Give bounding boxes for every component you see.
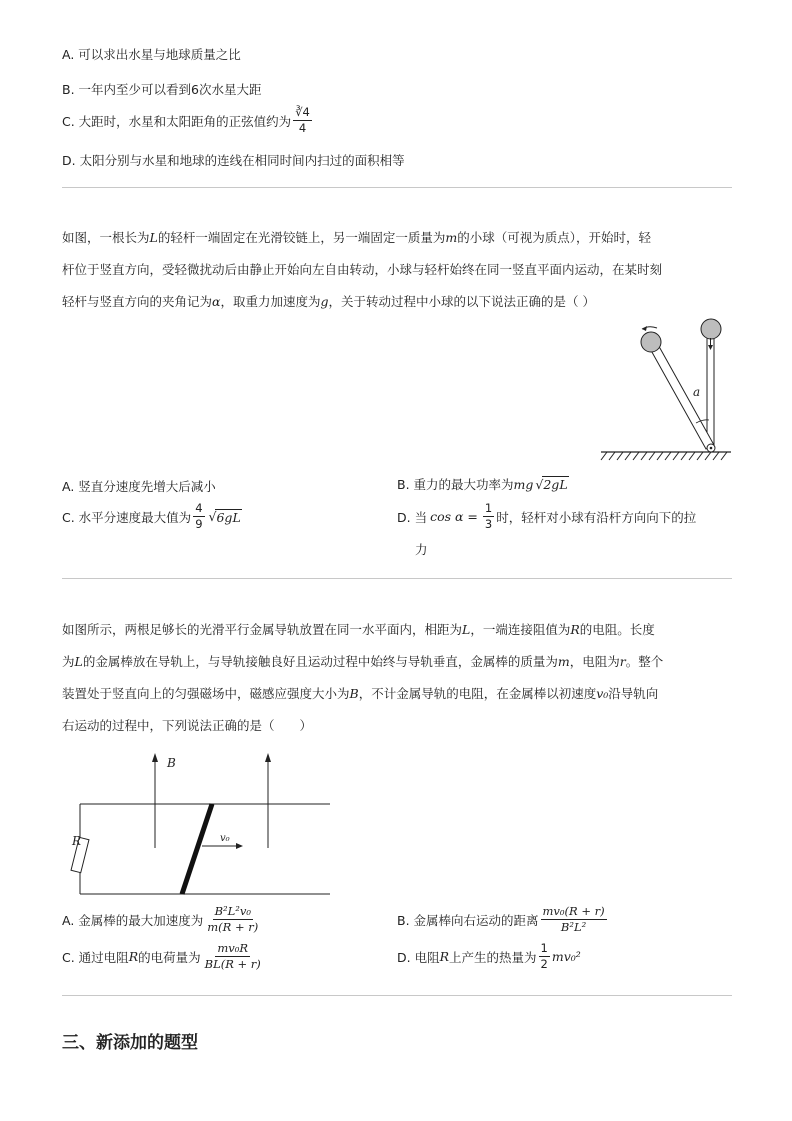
q3-stem xyxy=(62,614,734,742)
q3-option-d-text: 上产生的热量为 xyxy=(449,949,537,965)
q1-option-d: D. 太阳分别与水星和地球的连线在相同时间内扫过的面积相等 xyxy=(62,153,405,168)
q3-option-c xyxy=(62,942,265,971)
velocity-arrow-head xyxy=(236,843,243,849)
q3-option-c-text: 的电荷量为 xyxy=(138,949,201,965)
q1-option-c xyxy=(62,106,314,135)
q2-var-L: L xyxy=(149,230,158,245)
q1-option-c-fraction xyxy=(293,106,312,135)
q3-var-R: R xyxy=(570,622,580,637)
q2-stem-text: 轻杆与竖直方向的夹角记为 xyxy=(62,294,213,309)
q3-option-a-fraction xyxy=(205,905,260,934)
q1-option-a: A. 可以求出水星与地球质量之比 xyxy=(62,47,241,62)
q2-var-alpha: α xyxy=(212,294,221,309)
divider xyxy=(62,995,732,996)
fraction-numerator: 1 xyxy=(483,502,494,517)
q2-option-b-text: B. 重力的最大功率为 xyxy=(397,477,514,492)
q3-option-d-fraction xyxy=(539,942,550,971)
b-arrow-head xyxy=(152,753,158,762)
fraction-denominator: 4 xyxy=(298,121,307,136)
q3-stem-text: ，一端连接阻值为 xyxy=(470,622,571,637)
fraction-numerator: 4 xyxy=(193,502,204,517)
ball-tilted xyxy=(641,332,661,352)
q2-var-m: m xyxy=(445,230,458,245)
q3-stem-text: 为 xyxy=(62,654,75,669)
q3-stem-line4: 右运动的过程中，下列说法正确的是（ ） xyxy=(62,718,313,733)
q2-option-b-expr: mg xyxy=(513,476,534,492)
q3-var-L: L xyxy=(462,622,471,637)
hinge-center xyxy=(710,447,713,450)
q3-option-d-expr: mv₀² xyxy=(551,949,581,965)
q3-option-d xyxy=(397,942,581,971)
q2-option-c-sqrt: 6gL xyxy=(216,509,241,525)
q2-stem-text: 的小球（可视为质点），开始时，轻 xyxy=(457,230,651,245)
q2-stem-line2: 杆位于竖直方向，受轻微扰动后由静止开始向左自由转动，小球与轻杆始终在同一竖直平面内运动，在某时刻 xyxy=(62,262,663,277)
q2-option-d-text: 时，轻杆对小球有沿杆方向向下的拉 xyxy=(496,509,697,525)
q2-option-d-cont: 力 xyxy=(415,542,428,557)
q3-option-a-text: A. 金属棒的最大加速度为 xyxy=(62,912,204,928)
q2-stem-text: 的轻杆一端固定在光滑铰链上，另一端固定一质量为 xyxy=(157,230,446,245)
q2-option-b: B. 重力的最大功率为 mg √ 2gL xyxy=(397,476,568,492)
q3-stem-text: 装置处于竖直向上的匀强磁场中，磁感应强度大小为 xyxy=(62,686,350,701)
b-field-label: B xyxy=(167,756,176,770)
angle-label: a xyxy=(693,385,701,399)
divider xyxy=(62,578,732,579)
q3-stem-text: 沿导轨向 xyxy=(608,686,659,701)
fraction-numerator: 1 xyxy=(539,942,550,957)
q2-stem-text: ，取重力加速度为 xyxy=(220,294,321,309)
q2-option-c-fraction xyxy=(193,502,204,531)
q3-var-R: R xyxy=(128,949,139,965)
q2-stem-text: ，关于转动过程中小球的以下说法正确的是（ ） xyxy=(328,294,595,309)
q2-option-d-cos: cos α = xyxy=(430,509,478,525)
fraction-numerator: mv₀R xyxy=(215,942,250,957)
rail-figure xyxy=(62,748,337,900)
q2-stem-text: 如图，一根长为 xyxy=(62,230,150,245)
fraction-denominator: 2 xyxy=(540,957,548,972)
q3-stem-text: 的电阻。长度 xyxy=(579,622,655,637)
section-title: 三、新添加的题型 xyxy=(62,1033,198,1053)
q2-option-b-sqrt: 2gL xyxy=(543,477,568,492)
q3-option-b-fraction xyxy=(541,905,607,934)
fraction-numerator: mv₀(R + r) xyxy=(541,905,607,920)
q3-var-r: r xyxy=(619,654,626,669)
q1-option-b: B. 一年内至少可以看到6次水星大距 xyxy=(62,82,262,97)
q3-stem-text: 的金属棒放在导轨上，与导轨接触良好且运动过程中始终与导轨垂直，金属棒的质量为 xyxy=(82,654,558,669)
fraction-denominator: 9 xyxy=(195,517,203,532)
fraction-denominator: BL(R + r) xyxy=(204,957,261,972)
q3-option-a xyxy=(62,905,262,934)
q3-var-B: B xyxy=(349,686,359,701)
resistor-label: R xyxy=(72,834,82,848)
q3-var-L: L xyxy=(74,654,83,669)
q3-stem-text: ，电阻为 xyxy=(569,654,620,669)
q3-option-b xyxy=(397,905,609,934)
ground-hatch xyxy=(601,452,727,460)
q3-stem-text: ，不计金属导轨的电阻，在金属棒以初速度 xyxy=(358,686,597,701)
fraction-denominator: m(R + r) xyxy=(207,920,259,935)
q3-stem-text: 如图所示，两根足够长的光滑平行金属导轨放置在同一水平面内，相距为 xyxy=(62,622,463,637)
q2-option-a: A. 竖直分速度先增大后减小 xyxy=(62,479,216,494)
q2-option-d-text: D. 当 xyxy=(397,509,428,525)
divider xyxy=(62,187,732,188)
q2-option-d xyxy=(397,502,696,531)
q3-var-m: m xyxy=(557,654,570,669)
q2-stem xyxy=(62,222,734,318)
q3-var-R: R xyxy=(439,949,449,965)
q3-stem-text: 。整个 xyxy=(625,654,664,669)
velocity-label: v₀ xyxy=(220,833,230,844)
fraction-denominator: B²L² xyxy=(560,920,587,935)
fraction-numerator: B²L²v₀ xyxy=(213,905,253,920)
q1-option-c-text: C. 大距时，水星和太阳距角的正弦值约为 xyxy=(62,113,292,129)
q3-option-c-fraction xyxy=(203,942,263,971)
ball-vertical xyxy=(701,319,721,339)
q3-option-d-text: D. 电阻 xyxy=(397,949,440,965)
q3-option-c-text: C. 通过电阻 xyxy=(62,949,129,965)
q3-option-b-text: B. 金属棒向右运动的距离 xyxy=(397,912,539,928)
q2-var-g: g xyxy=(320,294,329,309)
q2-option-c: C. 水平分速度最大值为 $\frac{4}{9}$ √ 6gL xyxy=(62,501,241,532)
metal-bar xyxy=(182,804,212,894)
tilted-rod xyxy=(648,341,714,449)
fraction-numerator: ∛4 xyxy=(293,106,312,121)
fraction-denominator: 3 xyxy=(484,517,493,532)
q2-option-d-fraction xyxy=(483,502,494,531)
q2-option-c-text: C. 水平分速度最大值为 xyxy=(62,509,192,525)
pendulum-figure xyxy=(595,312,735,462)
q3-var-v0: v₀ xyxy=(596,686,609,701)
b-arrow-head xyxy=(265,753,271,762)
